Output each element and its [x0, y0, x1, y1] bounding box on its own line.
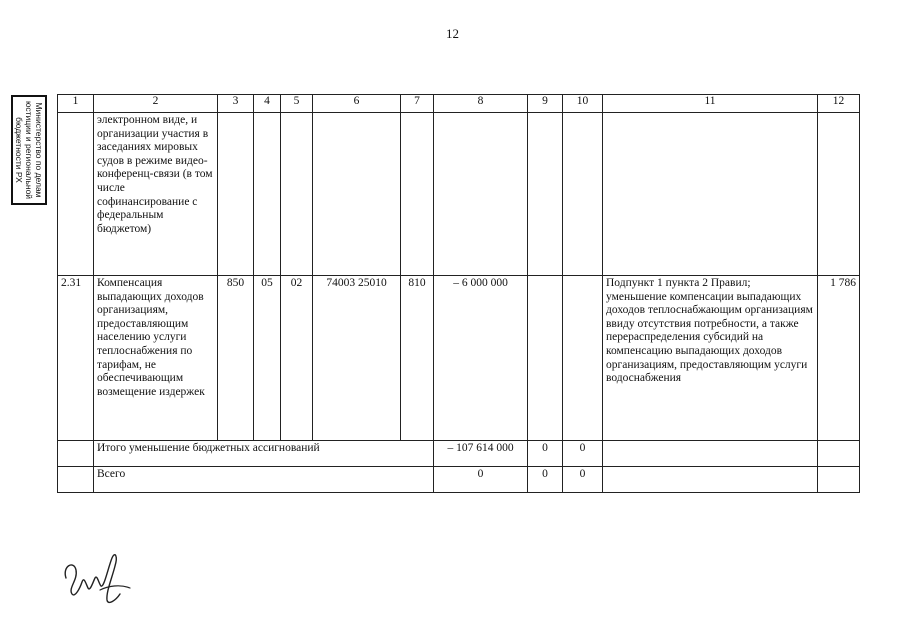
- stamp-line-2: юстиции и региональной: [24, 100, 34, 200]
- cell-col12: 1 786: [818, 276, 860, 441]
- column-header-6: 6: [313, 95, 401, 113]
- total-decrease-col10: 0: [563, 441, 603, 467]
- column-header-3: 3: [218, 95, 254, 113]
- page-number: 12: [446, 26, 459, 41]
- grand-total-label: Всего: [94, 467, 434, 493]
- table-row-total-decrease: [58, 441, 860, 467]
- grand-total-col8: 0: [434, 467, 528, 493]
- cell-col6: 74003 25010: [313, 276, 401, 441]
- cell-col3: 850: [218, 276, 254, 441]
- table-row-continuation: [58, 113, 860, 276]
- cell-col8: – 6 000 000: [434, 276, 528, 441]
- column-header-8: 8: [434, 95, 528, 113]
- table-row-2-31: [58, 276, 860, 441]
- row-number: 2.31: [58, 276, 94, 441]
- stamp-line-3: бюджетности РХ: [14, 117, 24, 183]
- cell-col11-basis: Подпункт 1 пункта 2 Правил; уменьшение компенсации выпадающих доходов теплоснабжающим организациям ввиду отсутствия потребности, а также перераспределения субсидий на компенсацию выпадающих доходов организациям, предоставляющим услуги водоснабжения: [603, 276, 818, 441]
- column-header-11: 11: [603, 95, 818, 113]
- total-decrease-col9: 0: [528, 441, 563, 467]
- cell-col5: 02: [281, 276, 313, 441]
- grand-total-col10: 0: [563, 467, 603, 493]
- cell-col4: 05: [254, 276, 281, 441]
- column-header-12: 12: [818, 95, 860, 113]
- column-header-7: 7: [401, 95, 434, 113]
- column-header-9: 9: [528, 95, 563, 113]
- grand-total-col9: 0: [528, 467, 563, 493]
- table-row-grand-total: [58, 467, 860, 493]
- cell-col10: [563, 276, 603, 441]
- handwritten-signature: [60, 548, 140, 608]
- column-header-5: 5: [281, 95, 313, 113]
- row-description: Компенсация выпадающих доходов организациям, предоставляющим населению услуги теплоснабжения по тарифам, не обеспечивающим возмещение издержек: [94, 276, 218, 441]
- column-header-1: 1: [58, 95, 94, 113]
- column-header-10: 10: [563, 95, 603, 113]
- column-header-2: 2: [94, 95, 218, 113]
- column-header-4: 4: [254, 95, 281, 113]
- table-header-row: [58, 95, 860, 113]
- budget-table: [57, 94, 860, 493]
- total-decrease-col8: – 107 614 000: [434, 441, 528, 467]
- registration-stamp: [11, 95, 47, 205]
- continuation-description: электронном виде, и организации участия в заседаниях мировых судов в режиме видео-конференц-связи (в том числе софинансирование с федеральным бюджетом): [94, 113, 218, 276]
- cell-col7: 810: [401, 276, 434, 441]
- total-decrease-label: Итого уменьшение бюджетных ассигнований: [94, 441, 434, 467]
- cell-col9: [528, 276, 563, 441]
- stamp-line-1: Министерство по делам: [34, 102, 44, 198]
